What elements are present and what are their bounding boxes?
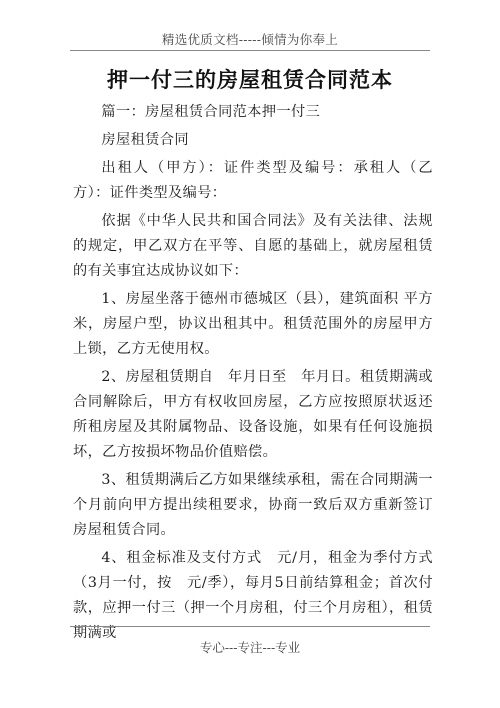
header-divider	[70, 50, 430, 51]
page-header: 精选优质文档-----倾情为你奉上	[161, 32, 339, 47]
document-title: 押一付三的房屋租赁合同范本	[107, 67, 393, 92]
clause-1-paragraph: 1、房屋坐落于德州市德城区（县），建筑面积 平方米，房屋户型，协议出租其中。租赁范围外的房屋甲方上锁，乙方无使用权。	[73, 291, 433, 357]
clause-4-paragraph: 4、租金标准及支付方式 元/月，租金为季付方式（3月一付，按 元/季），每月5日前结算租金；首次付款，应押一付三（押一个月房租，付三个月房租），租赁期满或	[73, 550, 433, 641]
clause-3-paragraph: 3、租赁期满后乙方如果继续承租，需在合同期满一个月前向甲方提出续租要求，协商一致后双方重新签订房屋租赁合同。	[73, 472, 433, 538]
parties-paragraph: 出租人（甲方）：证件类型及编号：承租人（乙方）：证件类型及编号：	[73, 160, 433, 201]
contract-heading: 房屋租赁合同	[101, 132, 189, 148]
page-footer: 专心---专注---专业	[199, 640, 301, 655]
footer-divider	[70, 626, 430, 627]
document-body	[73, 100, 433, 649]
basis-paragraph: 依据《中华人民共和国合同法》及有关法律、法规的规定，甲乙双方在平等、自愿的基础上，就房屋租赁的有关事宜达成协议如下：	[73, 213, 433, 279]
section-heading: 篇一：房屋租赁合同范本押一付三	[101, 104, 321, 120]
clause-2-paragraph: 2、房屋租赁期自 年月日至 年月日。租赁期满或合同解除后，甲方有权收回房屋，乙方应按照原状返还所租房屋及其附属物品、设备设施，如果有任何设施损坏，乙方按损坏物品价值赔偿。	[73, 369, 433, 460]
